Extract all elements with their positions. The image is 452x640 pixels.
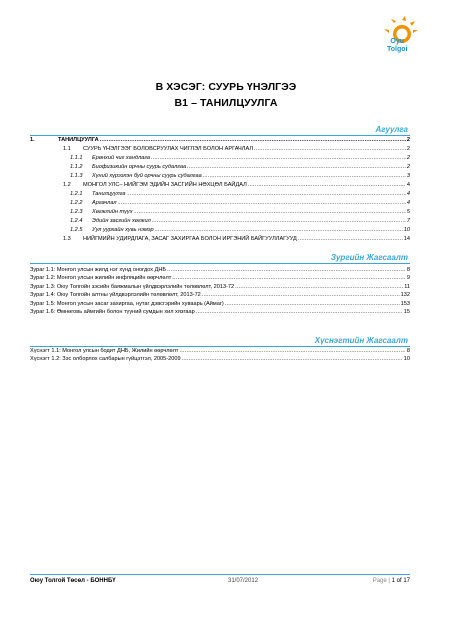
- entry-page: 4: [406, 182, 410, 188]
- footer-divider: [30, 574, 410, 575]
- entry-title: Биофизикийн орчны суурь судалгаа: [92, 164, 187, 170]
- entry-page: 153: [400, 300, 410, 307]
- tables-list: [30, 348, 410, 365]
- figures-heading: Зургийн Жагсаалт: [330, 253, 408, 262]
- dot-leader: [151, 155, 406, 162]
- toc-entry[interactable]: [30, 173, 410, 182]
- dot-leader: [196, 309, 403, 316]
- footer-page-value: 1 of 17: [391, 578, 410, 584]
- dot-leader: [100, 137, 406, 144]
- dot-leader: [248, 182, 406, 189]
- figures-divider: [30, 263, 410, 264]
- toc-entry[interactable]: [30, 200, 410, 209]
- list-entry[interactable]: [30, 292, 410, 300]
- logo-text-line1: Oyu: [390, 38, 405, 45]
- dot-leader: [118, 200, 406, 207]
- entry-title: Хөгжлийн түүх: [92, 209, 133, 215]
- list-entry[interactable]: [30, 301, 410, 309]
- entry-title: Зураг 1.2: Монгол улсын жилийн инфляцийн өөрчлөлт: [30, 275, 172, 282]
- toc-list: [30, 137, 410, 245]
- entry-number: 1.2.5: [70, 227, 83, 233]
- toc-entry[interactable]: [30, 236, 410, 245]
- list-entry[interactable]: [30, 275, 410, 283]
- footer-project: Оюу Толгой Төсөл - БОННБҮ: [30, 578, 116, 584]
- dot-leader: [202, 292, 400, 299]
- dot-leader: [225, 301, 400, 308]
- page-footer: [30, 578, 410, 584]
- entry-title: Танилцуулга: [92, 191, 126, 197]
- toc-entry[interactable]: [30, 227, 410, 236]
- figures-list: [30, 267, 410, 317]
- toc-entry[interactable]: [30, 137, 410, 146]
- dot-leader: [182, 356, 403, 363]
- toc-entry[interactable]: [30, 155, 410, 164]
- dot-leader: [127, 191, 406, 198]
- entry-title: МОНГОЛ УЛС– НИЙГЭМ ЭДИЙН ЗАСГИЙН НӨХЦӨЛ БАЙДАЛ: [83, 182, 247, 188]
- entry-title: НИЙГМИЙН УДИРДЛАГА, ЗАСАГ ЗАХИРГАА БОЛОН ИРГЭНИЙ БАЙГУУЛЛАГУУД: [83, 236, 297, 242]
- entry-number: 1.2.1: [70, 191, 83, 197]
- dot-leader: [298, 236, 403, 243]
- toc-entry[interactable]: [30, 209, 410, 218]
- toc-entry[interactable]: [30, 182, 410, 191]
- entry-page: 5: [406, 209, 410, 215]
- entry-title: Хүснэгт 1.2: Зэс олборлох салбарын гүйцэтгэл, 2005-2009: [30, 356, 181, 363]
- entry-page: 8: [406, 348, 410, 354]
- list-entry[interactable]: [30, 356, 410, 364]
- entry-title: Хүний хүрээлэн буй орчны суурь судалгаа: [92, 173, 202, 179]
- logo-text-line2: Tolgoi: [387, 46, 408, 53]
- dot-leader: [203, 173, 406, 180]
- dot-leader: [254, 146, 406, 153]
- entry-number: 1.1: [63, 146, 71, 152]
- list-entry[interactable]: [30, 309, 410, 317]
- entry-title: Эдийн засгийн хөгжил: [92, 218, 151, 224]
- entry-number: 1.2.4: [70, 218, 83, 224]
- entry-page: 132: [400, 292, 410, 299]
- entry-title: Уул уурхайн хувь нэмэр: [92, 227, 154, 233]
- entry-title: Зураг 1.4: Оюу Толгойн алтны үйлдвэрлэлийн төлөвлөлт, 2013-72: [30, 292, 201, 299]
- entry-page: 2: [406, 137, 410, 143]
- entry-number: 1.2.3: [70, 209, 83, 215]
- tables-divider: [30, 346, 410, 347]
- toc-entry[interactable]: [30, 218, 410, 227]
- dot-leader: [155, 227, 403, 234]
- entry-page: 11: [404, 283, 410, 290]
- footer-page-label: Page: [372, 578, 387, 584]
- footer-page-separator: |: [388, 578, 390, 584]
- entry-number: 1.1.3: [70, 173, 83, 179]
- logo-wordmark: [387, 38, 407, 54]
- entry-number: 1.1.2: [70, 164, 83, 170]
- entry-number: 1.3: [63, 236, 71, 242]
- toc-heading: Агуулга: [375, 125, 408, 134]
- entry-title: Зураг 1.1: Монгол улсын жилд нэг хүнд оногдох ДНБ: [30, 267, 167, 273]
- toc-divider: [30, 135, 410, 136]
- dot-leader: [167, 267, 406, 274]
- footer-date: 31/07/2012: [228, 578, 259, 584]
- dot-leader: [172, 275, 406, 282]
- tables-heading: Хүснэгтийн Жагсаалт: [314, 336, 408, 345]
- entry-number: 1.2: [63, 182, 71, 188]
- entry-title: Аргачлал: [92, 200, 117, 206]
- entry-page: 2: [406, 146, 410, 152]
- dot-leader: [179, 348, 405, 355]
- entry-page: 10: [403, 356, 410, 363]
- entry-page: 2: [406, 164, 410, 170]
- entry-page: 8: [406, 267, 410, 273]
- dot-leader: [187, 164, 406, 171]
- entry-page: 14: [403, 236, 410, 242]
- entry-page: 2: [406, 155, 410, 161]
- entry-title: Зураг 1.5: Монгол улсын засаг захиргаа, нутаг дэвсгэрийн хуваарь (Аймаг): [30, 300, 224, 307]
- entry-page: 4: [406, 191, 410, 197]
- entry-page: 3: [406, 173, 410, 179]
- entry-title: СУУРЬ ҮНЭЛГЭЭГ БОЛОВСРУУЛАХ ЧИГЛЭЛ БОЛОН АРГАЧЛАЛ: [83, 146, 253, 152]
- page-title-line1: B ХЭСЭГ: СУУРЬ ҮНЭЛГЭЭ: [155, 81, 297, 93]
- entry-page: 9: [406, 275, 410, 282]
- dot-leader: [134, 209, 406, 216]
- list-entry[interactable]: [30, 284, 410, 292]
- entry-page: 15: [403, 308, 410, 315]
- entry-title: Хүснэгт 1.1: Монгол улсын бодит ДНБ, Жилийн өөрчлөлт: [30, 348, 179, 354]
- entry-title: Ерөнхий чиг хандлага: [92, 155, 151, 161]
- entry-title: ТАНИЛЦУУЛГА: [58, 137, 99, 143]
- entry-page: 10: [403, 227, 410, 233]
- page-title-line2: B1 – ТАНИЛЦУУЛГА: [174, 97, 278, 109]
- entry-title: Зураг 1.6: Өмнөговь аймгийн болон түүний сумдын хил хязгаар: [30, 308, 195, 315]
- entry-title: Зураг 1.3: Оюу Толгойн зэсийн баяжмалын үйлдвэрлэлийн төлөвлөлт, 2013-72: [30, 283, 235, 290]
- entry-page: 4: [406, 200, 410, 206]
- toc-entry[interactable]: [30, 164, 410, 173]
- toc-entry[interactable]: [30, 146, 410, 155]
- dot-leader: [235, 284, 403, 291]
- toc-entry[interactable]: [30, 191, 410, 200]
- footer-page-number: [373, 578, 410, 584]
- entry-page: 7: [406, 218, 410, 224]
- entry-number: 1.: [30, 137, 35, 143]
- entry-number: 1.1.1: [70, 155, 83, 161]
- dot-leader: [152, 218, 406, 225]
- entry-number: 1.2.2: [70, 200, 83, 206]
